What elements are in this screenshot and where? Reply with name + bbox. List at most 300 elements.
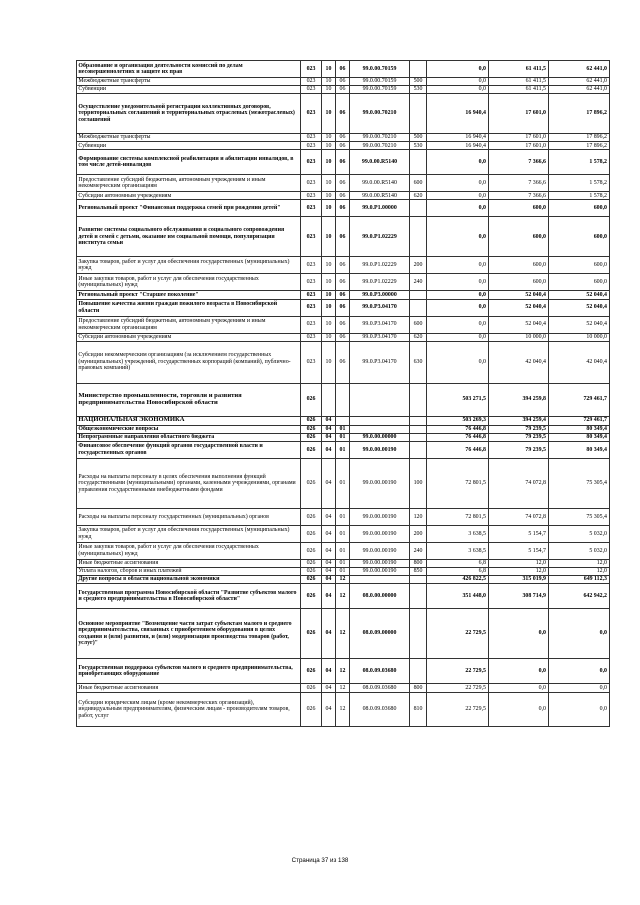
cell-amount-year-2: 0,0 <box>489 684 549 693</box>
cell-amount-year-3: 80 349,4 <box>549 425 610 433</box>
cell-amount-year-1: 3 638,5 <box>427 525 489 542</box>
cell-amount-year-2: 17 601,0 <box>489 142 549 150</box>
cell-name: Субсидии некоммерческим организациям (за исключением государственных (муниципальных) учреждений, государственных корпораций (компаний), публично-правовых компаний) <box>77 341 301 383</box>
table-row <box>77 508 610 525</box>
cell-ministry-code: 026 <box>301 425 322 433</box>
cell-amount-year-2: 74 072,8 <box>489 458 549 508</box>
table-row <box>77 78 610 86</box>
cell-name: Финансовое обеспечение функций органов государственной власти и государственных органов <box>77 441 301 458</box>
cell-section-code: 04 <box>322 542 336 559</box>
cell-expense-type <box>410 383 427 416</box>
cell-section-code: 04 <box>322 684 336 693</box>
cell-name: Другие вопросы в области национальной экономики <box>77 576 301 584</box>
cell-subsection-code: 06 <box>336 217 350 257</box>
cell-amount-year-2: 61 411,5 <box>489 78 549 86</box>
cell-target-article: 99.0.00.00190 <box>350 542 410 559</box>
table-row <box>77 200 610 217</box>
table-row <box>77 567 610 575</box>
cell-target-article: 99.0.00.00190 <box>350 525 410 542</box>
cell-subsection-code: 01 <box>336 542 350 559</box>
cell-ministry-code: 026 <box>301 609 322 659</box>
cell-expense-type <box>410 441 427 458</box>
cell-name: Субсидии автономным учреждениям <box>77 192 301 200</box>
cell-expense-type <box>410 576 427 584</box>
cell-amount-year-3: 75 305,4 <box>549 458 610 508</box>
cell-amount-year-2: 61 411,5 <box>489 61 549 78</box>
cell-target-article: 08.0.09.00000 <box>350 609 410 659</box>
cell-subsection-code: 01 <box>336 441 350 458</box>
cell-subsection-code: 06 <box>336 142 350 150</box>
table-row <box>77 86 610 94</box>
cell-target-article: 99.0.00.00190 <box>350 458 410 508</box>
cell-subsection-code: 01 <box>336 567 350 575</box>
cell-section-code: 04 <box>322 567 336 575</box>
cell-name: Расходы на выплаты персоналу государственных (муниципальных) органов <box>77 508 301 525</box>
cell-amount-year-2: 7 366,6 <box>489 150 549 175</box>
cell-amount-year-3: 1 578,2 <box>549 192 610 200</box>
cell-name: Закупка товаров, работ и услуг для обеспечения государственных (муниципальных) нужд <box>77 257 301 274</box>
cell-amount-year-1: 6,8 <box>427 567 489 575</box>
table-row <box>77 341 610 383</box>
cell-amount-year-1: 0,0 <box>427 257 489 274</box>
cell-name: Межбюджетные трансферты <box>77 78 301 86</box>
cell-expense-type <box>410 61 427 78</box>
table-row <box>77 693 610 727</box>
cell-ministry-code: 023 <box>301 316 322 333</box>
cell-subsection-code: 06 <box>336 61 350 78</box>
cell-amount-year-2: 52 040,4 <box>489 299 549 316</box>
cell-amount-year-1: 0,0 <box>427 78 489 86</box>
cell-name: Образование и организация деятельности комиссий по делам несовершеннолетних и защите их прав <box>77 61 301 78</box>
cell-section-code: 04 <box>322 693 336 727</box>
cell-expense-type: 800 <box>410 559 427 567</box>
cell-amount-year-3: 729 461,7 <box>549 416 610 425</box>
cell-amount-year-1: 0,0 <box>427 341 489 383</box>
cell-section-code: 04 <box>322 659 336 684</box>
cell-ministry-code: 023 <box>301 341 322 383</box>
cell-section-code <box>322 383 336 416</box>
cell-amount-year-1: 16 940,4 <box>427 142 489 150</box>
cell-target-article: 08.0.09.03680 <box>350 684 410 693</box>
cell-ministry-code: 026 <box>301 416 322 425</box>
cell-amount-year-2: 308 714,9 <box>489 584 549 609</box>
cell-amount-year-1: 0,0 <box>427 86 489 94</box>
cell-amount-year-3: 62 441,0 <box>549 78 610 86</box>
cell-target-article: 99.0.00.00190 <box>350 567 410 575</box>
cell-amount-year-2: 7 366,6 <box>489 175 549 192</box>
cell-target-article: 99.0.P3.04170 <box>350 299 410 316</box>
cell-expense-type <box>410 425 427 433</box>
cell-target-article: 99.0.00.00190 <box>350 559 410 567</box>
cell-amount-year-3: 729 461,7 <box>549 383 610 416</box>
cell-section-code: 04 <box>322 525 336 542</box>
table-row <box>77 291 610 299</box>
table-row <box>77 684 610 693</box>
cell-subsection-code: 01 <box>336 508 350 525</box>
cell-amount-year-1: 0,0 <box>427 299 489 316</box>
cell-amount-year-1: 72 801,5 <box>427 458 489 508</box>
budget-sheet <box>76 60 609 727</box>
cell-amount-year-3: 600,0 <box>549 200 610 217</box>
cell-amount-year-3: 17 896,2 <box>549 94 610 134</box>
budget-table <box>76 60 610 727</box>
cell-amount-year-1: 76 446,8 <box>427 425 489 433</box>
cell-section-code: 04 <box>322 433 336 441</box>
cell-section-code: 04 <box>322 416 336 425</box>
cell-expense-type: 100 <box>410 458 427 508</box>
cell-name: Субвенции <box>77 86 301 94</box>
cell-subsection-code: 12 <box>336 584 350 609</box>
cell-subsection-code <box>336 383 350 416</box>
cell-name: Региональный проект "Старшее поколение" <box>77 291 301 299</box>
cell-name: Развитие системы социального обслуживания и социального сопровождения детей и семей с детьми, оказание им социальной помощи, популяризация института семьи <box>77 217 301 257</box>
cell-ministry-code: 026 <box>301 567 322 575</box>
cell-target-article: 99.0.00.70159 <box>350 61 410 78</box>
cell-subsection-code: 01 <box>336 425 350 433</box>
cell-subsection-code: 06 <box>336 316 350 333</box>
cell-target-article: 08.0.00.00000 <box>350 584 410 609</box>
cell-expense-type: 850 <box>410 567 427 575</box>
table-row <box>77 333 610 341</box>
cell-amount-year-2: 600,0 <box>489 274 549 291</box>
cell-amount-year-2: 17 601,0 <box>489 94 549 134</box>
table-row <box>77 316 610 333</box>
cell-expense-type: 620 <box>410 192 427 200</box>
table-row <box>77 192 610 200</box>
cell-ministry-code: 026 <box>301 684 322 693</box>
cell-amount-year-1: 0,0 <box>427 274 489 291</box>
cell-expense-type <box>410 217 427 257</box>
cell-subsection-code: 06 <box>336 341 350 383</box>
cell-section-code: 10 <box>322 299 336 316</box>
cell-ministry-code: 026 <box>301 458 322 508</box>
cell-subsection-code: 06 <box>336 333 350 341</box>
cell-ministry-code: 023 <box>301 257 322 274</box>
cell-subsection-code: 06 <box>336 200 350 217</box>
cell-target-article: 99.0.00.70210 <box>350 134 410 142</box>
cell-expense-type <box>410 609 427 659</box>
cell-ministry-code: 023 <box>301 142 322 150</box>
cell-amount-year-3: 1 578,2 <box>549 175 610 192</box>
cell-target-article: 99.0.00.R5140 <box>350 192 410 200</box>
cell-section-code: 10 <box>322 86 336 94</box>
cell-amount-year-1: 22 729,5 <box>427 684 489 693</box>
cell-expense-type: 240 <box>410 274 427 291</box>
cell-amount-year-3: 52 040,4 <box>549 291 610 299</box>
cell-target-article: 99.0.00.70210 <box>350 142 410 150</box>
cell-section-code: 04 <box>322 441 336 458</box>
cell-target-article: 99.0.P1.02229 <box>350 217 410 257</box>
cell-target-article: 99.0.00.00190 <box>350 508 410 525</box>
table-row <box>77 609 610 659</box>
cell-ministry-code: 023 <box>301 86 322 94</box>
cell-subsection-code: 06 <box>336 257 350 274</box>
table-row <box>77 94 610 134</box>
cell-ministry-code: 023 <box>301 299 322 316</box>
cell-target-article <box>350 383 410 416</box>
cell-subsection-code: 06 <box>336 274 350 291</box>
cell-section-code: 04 <box>322 425 336 433</box>
table-row <box>77 433 610 441</box>
cell-amount-year-1: 16 940,4 <box>427 134 489 142</box>
table-row <box>77 134 610 142</box>
cell-amount-year-2: 0,0 <box>489 693 549 727</box>
cell-target-article: 99.0.P3.00000 <box>350 291 410 299</box>
cell-expense-type: 120 <box>410 508 427 525</box>
cell-amount-year-2: 7 366,6 <box>489 192 549 200</box>
cell-subsection-code: 12 <box>336 659 350 684</box>
cell-expense-type: 600 <box>410 175 427 192</box>
cell-amount-year-3: 10 000,0 <box>549 333 610 341</box>
cell-target-article: 99.0.00.R5140 <box>350 150 410 175</box>
cell-amount-year-1: 72 801,5 <box>427 508 489 525</box>
cell-expense-type <box>410 416 427 425</box>
cell-amount-year-2: 0,0 <box>489 659 549 684</box>
cell-amount-year-2: 315 019,9 <box>489 576 549 584</box>
cell-name: Расходы на выплаты персоналу в целях обеспечения выполнения функций государственными (муниципальными) органами, казенными учреждениями, органами управления государственными внебюджетными фондами <box>77 458 301 508</box>
cell-subsection-code: 06 <box>336 192 350 200</box>
cell-subsection-code: 06 <box>336 299 350 316</box>
cell-subsection-code: 06 <box>336 94 350 134</box>
cell-amount-year-1: 0,0 <box>427 61 489 78</box>
cell-expense-type <box>410 94 427 134</box>
cell-amount-year-1: 3 638,5 <box>427 542 489 559</box>
cell-expense-type <box>410 150 427 175</box>
table-row <box>77 383 610 416</box>
cell-amount-year-3: 600,0 <box>549 274 610 291</box>
cell-subsection-code: 12 <box>336 684 350 693</box>
table-row <box>77 274 610 291</box>
table-row <box>77 150 610 175</box>
cell-name: Уплата налогов, сборов и иных платежей <box>77 567 301 575</box>
cell-amount-year-2: 74 072,8 <box>489 508 549 525</box>
cell-name: Предоставление субсидий бюджетным, автономным учреждениям и иным некоммерческим организациям <box>77 175 301 192</box>
cell-expense-type: 620 <box>410 333 427 341</box>
cell-ministry-code: 023 <box>301 61 322 78</box>
page-number: Страница 37 из 138 <box>291 857 349 864</box>
cell-section-code: 04 <box>322 576 336 584</box>
cell-expense-type <box>410 299 427 316</box>
cell-amount-year-1: 0,0 <box>427 200 489 217</box>
cell-name: Иные закупки товаров, работ и услуг для обеспечения государственных (муниципальных) нужд <box>77 542 301 559</box>
cell-amount-year-3: 80 349,4 <box>549 433 610 441</box>
cell-ministry-code: 026 <box>301 508 322 525</box>
cell-subsection-code: 01 <box>336 559 350 567</box>
cell-subsection-code: 12 <box>336 609 350 659</box>
cell-amount-year-2: 10 000,0 <box>489 333 549 341</box>
cell-ministry-code: 026 <box>301 659 322 684</box>
cell-ministry-code: 026 <box>301 383 322 416</box>
cell-subsection-code: 12 <box>336 693 350 727</box>
cell-section-code: 10 <box>322 61 336 78</box>
cell-amount-year-2: 79 239,5 <box>489 425 549 433</box>
cell-name: Государственная программа Новосибирской области "Развитие субъектов малого и среднего предпринимательства в Новосибирской области" <box>77 584 301 609</box>
table-row <box>77 559 610 567</box>
cell-amount-year-1: 0,0 <box>427 192 489 200</box>
cell-amount-year-1: 503 271,5 <box>427 383 489 416</box>
table-row <box>77 441 610 458</box>
cell-amount-year-2: 79 239,5 <box>489 433 549 441</box>
cell-section-code: 10 <box>322 333 336 341</box>
cell-name: Министерство промышленности, торговли и развития предпринимательства Новосибирской области <box>77 383 301 416</box>
cell-amount-year-1: 0,0 <box>427 333 489 341</box>
cell-amount-year-1: 0,0 <box>427 217 489 257</box>
cell-expense-type <box>410 433 427 441</box>
cell-amount-year-3: 600,0 <box>549 217 610 257</box>
cell-section-code: 10 <box>322 291 336 299</box>
cell-name: Повышение качества жизни граждан пожилого возраста в Новосибирской области <box>77 299 301 316</box>
cell-amount-year-1: 22 729,5 <box>427 609 489 659</box>
cell-ministry-code: 023 <box>301 200 322 217</box>
cell-amount-year-3: 1 578,2 <box>549 150 610 175</box>
cell-name: Государственная поддержка субъектов малого и среднего предпринимательства, приобретающих оборудование <box>77 659 301 684</box>
cell-ministry-code: 026 <box>301 542 322 559</box>
cell-amount-year-1: 0,0 <box>427 316 489 333</box>
cell-ministry-code: 026 <box>301 433 322 441</box>
cell-section-code: 10 <box>322 217 336 257</box>
cell-target-article: 99.0.00.70210 <box>350 94 410 134</box>
cell-amount-year-1: 22 729,5 <box>427 693 489 727</box>
cell-amount-year-2: 5 154,7 <box>489 542 549 559</box>
cell-amount-year-1: 0,0 <box>427 150 489 175</box>
cell-name: Субсидии автономным учреждениям <box>77 333 301 341</box>
cell-amount-year-3: 80 349,4 <box>549 441 610 458</box>
cell-name: Общеэкономические вопросы <box>77 425 301 433</box>
cell-expense-type: 240 <box>410 542 427 559</box>
cell-subsection-code: 06 <box>336 291 350 299</box>
table-row <box>77 425 610 433</box>
cell-ministry-code: 023 <box>301 192 322 200</box>
cell-target-article: 99.0.00.00000 <box>350 433 410 441</box>
cell-subsection-code: 06 <box>336 78 350 86</box>
cell-target-article: 99.0.P1.00000 <box>350 200 410 217</box>
cell-ministry-code: 023 <box>301 291 322 299</box>
table-row <box>77 175 610 192</box>
cell-expense-type: 810 <box>410 693 427 727</box>
cell-section-code: 10 <box>322 257 336 274</box>
cell-section-code: 10 <box>322 274 336 291</box>
cell-subsection-code: 06 <box>336 86 350 94</box>
cell-target-article: 99.0.P3.04170 <box>350 316 410 333</box>
table-row <box>77 542 610 559</box>
cell-section-code: 10 <box>322 192 336 200</box>
cell-subsection-code: 06 <box>336 175 350 192</box>
cell-subsection-code: 01 <box>336 433 350 441</box>
cell-name: Закупка товаров, работ и услуг для обеспечения государственных (муниципальных) нужд <box>77 525 301 542</box>
cell-amount-year-1: 16 940,4 <box>427 94 489 134</box>
cell-name: Непрограммные направления областного бюджета <box>77 433 301 441</box>
table-row <box>77 525 610 542</box>
cell-ministry-code: 023 <box>301 78 322 86</box>
cell-amount-year-2: 17 601,0 <box>489 134 549 142</box>
cell-section-code: 04 <box>322 458 336 508</box>
cell-expense-type: 530 <box>410 142 427 150</box>
cell-amount-year-2: 600,0 <box>489 257 549 274</box>
table-row <box>77 217 610 257</box>
cell-amount-year-2: 42 040,4 <box>489 341 549 383</box>
cell-section-code: 10 <box>322 94 336 134</box>
cell-ministry-code: 026 <box>301 576 322 584</box>
cell-amount-year-2: 0,0 <box>489 609 549 659</box>
cell-amount-year-3: 0,0 <box>549 684 610 693</box>
cell-expense-type <box>410 200 427 217</box>
cell-amount-year-3: 62 441,0 <box>549 86 610 94</box>
cell-amount-year-2: 5 154,7 <box>489 525 549 542</box>
cell-target-article: 99.0.00.00190 <box>350 441 410 458</box>
cell-expense-type: 200 <box>410 525 427 542</box>
cell-name: Региональный проект "Финансовая поддержка семей при рождении детей" <box>77 200 301 217</box>
cell-name: Формирование системы комплексной реабилитации и абилитации инвалидов, в том числе детей-инвалидов <box>77 150 301 175</box>
cell-amount-year-2: 394 259,8 <box>489 383 549 416</box>
cell-section-code: 10 <box>322 175 336 192</box>
cell-expense-type: 800 <box>410 684 427 693</box>
cell-subsection-code: 06 <box>336 134 350 142</box>
cell-amount-year-2: 52 040,4 <box>489 316 549 333</box>
table-row <box>77 61 610 78</box>
table-row <box>77 299 610 316</box>
cell-amount-year-1: 22 729,5 <box>427 659 489 684</box>
cell-amount-year-1: 0,0 <box>427 175 489 192</box>
cell-name: Субвенции <box>77 142 301 150</box>
cell-section-code: 10 <box>322 78 336 86</box>
cell-section-code: 10 <box>322 341 336 383</box>
cell-subsection-code: 12 <box>336 576 350 584</box>
cell-amount-year-3: 52 040,4 <box>549 299 610 316</box>
cell-subsection-code <box>336 416 350 425</box>
cell-amount-year-3: 642 942,2 <box>549 584 610 609</box>
cell-target-article <box>350 416 410 425</box>
table-body <box>77 61 610 727</box>
cell-name: Осуществление уведомительной регистрации коллективных договоров, территориальных соглашений и территориальных отраслевых (межотраслевых) соглашений <box>77 94 301 134</box>
cell-subsection-code: 06 <box>336 150 350 175</box>
cell-expense-type: 600 <box>410 316 427 333</box>
cell-name: Иные бюджетные ассигнования <box>77 684 301 693</box>
cell-target-article: 08.0.09.03680 <box>350 659 410 684</box>
cell-amount-year-3: 600,0 <box>549 257 610 274</box>
cell-target-article: 99.0.P3.04170 <box>350 341 410 383</box>
cell-target-article: 08.0.09.03680 <box>350 693 410 727</box>
cell-section-code: 10 <box>322 200 336 217</box>
cell-name: НАЦИОНАЛЬНАЯ ЭКОНОМИКА <box>77 416 301 425</box>
cell-section-code: 04 <box>322 609 336 659</box>
cell-amount-year-1: 351 448,0 <box>427 584 489 609</box>
cell-section-code: 10 <box>322 316 336 333</box>
table-row <box>77 458 610 508</box>
cell-subsection-code: 01 <box>336 458 350 508</box>
cell-amount-year-1: 6,8 <box>427 559 489 567</box>
cell-amount-year-1: 76 446,8 <box>427 433 489 441</box>
cell-amount-year-3: 52 040,4 <box>549 316 610 333</box>
cell-amount-year-2: 600,0 <box>489 200 549 217</box>
cell-ministry-code: 023 <box>301 94 322 134</box>
cell-amount-year-3: 12,0 <box>549 559 610 567</box>
cell-amount-year-3: 0,0 <box>549 609 610 659</box>
cell-section-code: 10 <box>322 150 336 175</box>
table-row <box>77 142 610 150</box>
cell-amount-year-2: 12,0 <box>489 567 549 575</box>
table-row <box>77 659 610 684</box>
table-row <box>77 584 610 609</box>
cell-ministry-code: 023 <box>301 217 322 257</box>
cell-name: Иные бюджетные ассигнования <box>77 559 301 567</box>
cell-expense-type: 200 <box>410 257 427 274</box>
cell-target-article: 99.0.00.R5140 <box>350 175 410 192</box>
cell-target-article: 99.0.00.70159 <box>350 78 410 86</box>
cell-amount-year-2: 12,0 <box>489 559 549 567</box>
cell-amount-year-3: 0,0 <box>549 693 610 727</box>
cell-ministry-code: 026 <box>301 584 322 609</box>
cell-ministry-code: 026 <box>301 525 322 542</box>
